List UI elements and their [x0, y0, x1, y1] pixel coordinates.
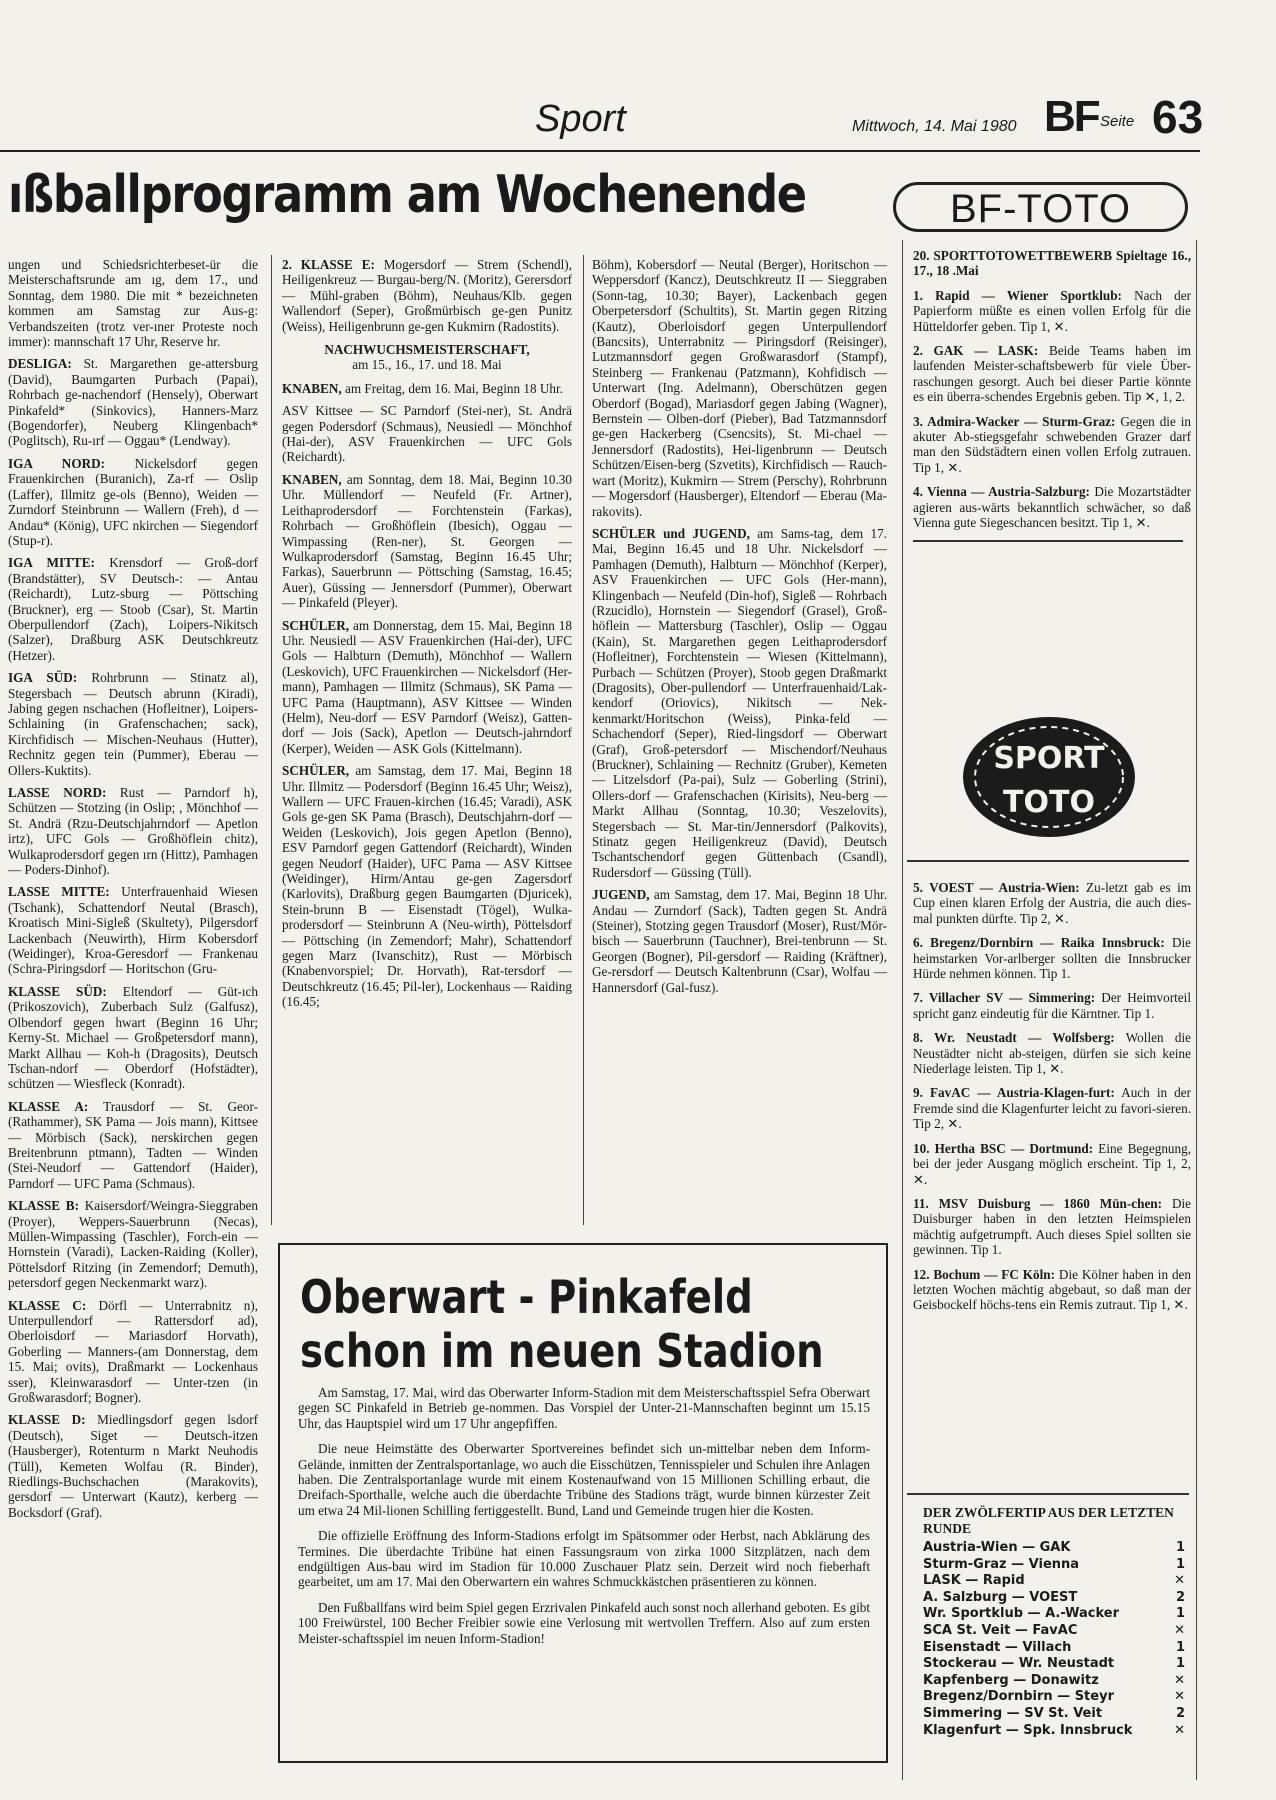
paragraph-lead: IGA MITTE: — [8, 555, 95, 571]
paragraph-lead: KLASSE D: — [8, 1412, 86, 1428]
paragraph-text: Böhm), Kobersdorf — Neutal (Berger), Horitschon — Weppersdorf (Kancz), Deutschkreutz II — Sieggraben (Sonn-tag, 10.30; Bayer), Lackenbach gegen Oberpetersdorf (Schultits), St. Martin gegen Ritzing (Kautz), Oberloisdorf gegen Unterpullendorf (Bancsits), Unterrabnitz — Piringsdorf (Reisinger), Lutzmannsdorf gegen Großwarasdorf (Stampf), Steinberg — Frankenau (Patzmann), Kohfidisch — Unterwart (Ing. Adelmann), Oberschützen gegen Oberdorf (Bogad), Mariasdorf gegen Jabing (Wagner), Bernstein — Olben-dorf (Pieber), Bad Tatzmannsdorf ge-gen Hackerberg (Csencsits), St. Mi-chael — Jennersdorf (Radostits), Hei-ligenbrunn — Deutsch Schützen/Eisen-berg (Szvetits), Kirchfidisch — Rauch-wart (Moritz), Kukmirn — Strem (Perschy), Rohrbrunn — Mogersdorf (Hausberger), Eltendorf — Eberau (Ma-rakovits). — [592, 257, 887, 519]
result: ✕ — [1174, 1722, 1185, 1738]
fixture-paragraph — [8, 670, 258, 778]
paragraph-lead: 2. GAK — LASK: — [913, 343, 1039, 359]
article-headline-line-2: schon im neuen Stadion — [300, 1324, 824, 1378]
result: ✕ — [1174, 1672, 1185, 1688]
paragraph-text: Die Kölner haben in den letzten Wochen mächtig abgebaut, so daß man der Geisbockelf höchs-tens ein Remis zutraut. Tip 1, ✕. — [913, 1266, 1191, 1313]
result: 1 — [1175, 1606, 1185, 1622]
fixture-paragraph — [913, 880, 1191, 926]
fixtures-column-3 — [592, 257, 887, 1002]
paragraph-text: Mogersdorf — Strem (Schendl), Heiligenkreuz — Burgau-berg/N. (Moritz), Gerersdorf — Mühl-graben (Böhm), Neuhaus/Klb. gegen Wallendorf (Seper), Großmürbisch ge-gen Punitz (Weiss), Heiligenbrunn ge-gen Kukmirn (Radostits). — [282, 257, 572, 334]
paragraph-lead: 11. MSV Duisburg — 1860 Mün-chen: — [913, 1195, 1163, 1211]
paragraph-text: Auch in der Fremde sind die Klagenfurter leicht zu favori-sieren. Tip 2, ✕. — [913, 1085, 1192, 1132]
paragraph-text: Eine Begegnung, bei der jeder Ausgang möglich erscheint. Tip 1, 2, ✕. — [913, 1140, 1191, 1187]
divider — [907, 860, 1189, 862]
result: ✕ — [1174, 1689, 1185, 1705]
article-paragraph: Am Samstag, 17. Mai, wird das Oberwarter Inform-Stadion mit dem Meisterschaftsspiel Sefra Oberwart gegen SC Pinkafeld in Betrieb ge-nommen. Das Vorspiel der Unter-21-Mannschaften beginnt um 15.15 Uhr, das Hauptspiel wird um 17 Uhr angepfiffen. — [298, 1385, 870, 1431]
paragraph-lead: 5. VOEST — Austria-Wien: — [913, 880, 1080, 895]
fixture-paragraph — [8, 1099, 258, 1191]
paragraph-lead: 9. FavAC — Austria-Klagen-furt: — [913, 1085, 1115, 1101]
fixture-paragraph — [282, 403, 572, 465]
paragraph-text: Nickelsdorf gegen Frauenkirchen (Buranich), Za-rf — Oslip (Laffer), Illmitz ge-ols (Benno), Weiden — Zurndorf Steinbrunn — Wallern (Freh), d — Andau* (König), UFC nkirchen — Siegendorf (Stup-r). — [8, 455, 259, 548]
fixture-paragraph — [592, 887, 887, 995]
fixture-paragraph — [913, 288, 1191, 334]
results-row — [923, 1606, 1185, 1623]
fixtures-column-2 — [282, 257, 572, 1017]
fixture-paragraph — [282, 257, 572, 334]
sport-toto-bottom: TOTO — [1003, 785, 1095, 820]
paragraph-text: Beide Teams haben im laufenden Meister-schaftsbewerb für viele Über-raschungen gesorgt. Auch bei dieser Partie könnte es ein überra-schendes Ergebnis geben. Tip ✕, 1, 2. — [913, 343, 1191, 405]
paragraph-text: Unterfrauenhaid Wiesen (Tschank), Schattendorf Neutal (Brasch), Kroatisch Mini-Sigleß (Skultety), Pilgersdorf Lackenbach (Neuwirth), Hirm Kobersdorf (Weidinger), Kroa-Geresdorf — Frankenau (Schra-Piringsdorf — Horitschon (Gru- — [8, 884, 258, 977]
page-number: 63 — [1152, 91, 1204, 143]
paragraph-lead: KNABEN, — [282, 471, 342, 487]
tips-list-a — [913, 288, 1191, 531]
paragraph-text: Trausdorf — St. Geor-(Rathammer), SK Pama — Jois mann), Kittsee — Mörbisch (Sack), nerskirchen gegen Breitenbrunn ptmann), Tadten — Winden (Stei-Neudorf — Gattendorf (Haider), Parndorf — UFC Pama (Schmaus). — [8, 1098, 258, 1191]
fixture-paragraph — [8, 1412, 258, 1520]
oberwart-article-box — [278, 1243, 888, 1763]
paragraph-lead: KLASSE C: — [8, 1297, 87, 1313]
fixture-paragraph — [913, 414, 1191, 476]
section-title: Sport — [535, 98, 626, 140]
section-heading — [282, 342, 572, 373]
main-headline: ıßballprogramm am Wochenende — [8, 165, 806, 225]
match: Kapfenberg — Donawitz — [923, 1672, 1099, 1688]
article-paragraph: Die neue Heimstätte des Oberwarter Sportvereines befindet sich un-mittelbar neben dem Inform-Gelände, inmitten der Zentralsportanlage, wo auch die Eisschützen, Tennisspieler und Schulen ihre Anlagen haben. Die Zentralsportanlage wurde mit einem Kostenaufwand von 15 Millionen Schilling erbaut, die Dreifach-Sporthalle, welche auch die überdachte Tribüne des Stadions trägt, wurde binnen kürzester Zeit um etwa 24 Mil-lionen Schilling fertiggestellt. Bund, Land und Gemeinde trugen hier die Kosten. — [298, 1441, 870, 1518]
article-paragraph: Den Fußballfans wird beim Spiel gegen Erzrivalen Pinkafeld auch sonst noch allerhand geboten. Es gibt 100 Freiwürstel, 100 Becher Freibier sowie eine Verlosung mit wertvollen Treffern. Also auf zum ersten Meister-schaftsspiel im neuen Inform-Stadion! — [298, 1599, 870, 1646]
fixture-paragraph — [913, 935, 1191, 981]
result: 1 — [1175, 1656, 1185, 1672]
paragraph-lead: KNABEN, — [282, 380, 342, 396]
article-headline-line-1: Oberwart - Pinkafeld — [300, 1270, 753, 1324]
paragraph-text: am Samstag, dem 17. Mai, Beginn 18 Uhr. Illmitz — Podersdorf (Beginn 16.45 Uhr; Weisz), Wallern — UFC Frauen-kirchen (16.45; Varadi), ASK Gols ge-gen SK Pama (Brasch), Deutschjahrn-dorf — Weiden (Leskovich), Jois gegen Apetlon (Benno), ESV Parndorf gegen Gattendorf (Reichardt), Winden gegen Neudorf (Haider), UFC Pama — ASV Kittsee (Weidinger), Hirm/Antau ge-gen Zagersdorf (Karlovits), Draßburg gegen Baumgarten (Djuricek), Stein-brunn B — Eisenstadt (Tögel), Wulka-prodersdorf — Steinbrunn A (Neu-wirth), Pöttelsdorf — Pöttsching (in Zemendorf; Mahr), Schattendorf gegen Marz (Ivanschitz), Rust — Mörbisch (Knabenvorspiel; Dr. Horvath), Rat-tersdorf — Deutschkreutz (16.45; Pil-ler), Lockenhaus — Raiding (16.45; — [282, 763, 572, 1010]
paragraph-lead: 12. Bochum — FC Köln: — [913, 1266, 1056, 1282]
paragraph-lead: 2. KLASSE E: — [282, 257, 375, 272]
results-row — [923, 1689, 1185, 1706]
paragraph-text: Gegen die in akuter Ab-stiegsgefahr schwebenden Grazer darf man den Südstädtern einen vollen Erfolg zutrauen. Tip 1, ✕. — [913, 413, 1191, 475]
fixture-paragraph — [8, 555, 258, 663]
paragraph-text: Kaisersdorf/Weingra-Sieggraben (Proyer), Weppers-Sauerbrunn (Necas), Müllen-Wimpassing (Taschler), Forch-ein — Hornstein (Varadi), Lacken-Raiding (Koller), Pöttelsdorf Ritzing (in Zemendorf; Demuth), petersdorf gegen Neckenmarkt warz). — [8, 1198, 258, 1291]
fixture-paragraph — [592, 257, 887, 519]
paragraph-text: Die heimstarken Vor-arlberger sollten die Innsbrucker Hürde nehmen können. Tip 1. — [913, 935, 1192, 982]
match: Stockerau — Wr. Neustadt — [923, 1656, 1115, 1672]
result: ✕ — [1174, 1573, 1185, 1589]
result: 1 — [1175, 1540, 1185, 1555]
results-row — [923, 1573, 1185, 1590]
article-body — [298, 1385, 870, 1656]
toto-tips-column — [913, 248, 1191, 572]
paragraph-lead: 10. Hertha BSC — Dortmund: — [913, 1140, 1094, 1156]
fixture-paragraph — [913, 343, 1191, 405]
paragraph-text: Die Duisburger haben in den letzten Heimspielen mächtig aufgetrumpft. Auch dieses Spiel sollten sie gewinnen. Tip 1. — [913, 1195, 1191, 1258]
paragraph-text: Miedlingsdorf gegen lsdorf (Deutsch), Siget — Deutsch-itzen (Hausberger), Rotenturm n Markt Neuhodis (Tüll), Kemeten Wolfau (R. Binder), Riedlings-Buchschachen (Marakovits), gersdorf — Unterwart (Kautz), kerberg — Bocksdorf (Graf). — [8, 1412, 258, 1520]
paragraph-lead: IGA SÜD: — [8, 670, 78, 686]
results-row — [923, 1623, 1185, 1640]
fixture-paragraph — [282, 472, 572, 611]
fixture-paragraph — [8, 785, 258, 877]
result: 2 — [1175, 1589, 1185, 1605]
paragraph-lead: KLASSE B: — [8, 1198, 79, 1214]
fixture-paragraph — [913, 1196, 1191, 1258]
match: A. Salzburg — VOEST — [923, 1589, 1078, 1605]
paragraph-text: Krensdorf — Groß-dorf (Brandstätter), SV Deutsch-: — Antau (Reichardt), Lutz-sburg — Pöttsching (Bruckner), erg — Stoob (Csar), St. Martin Oberpullendorf (Zach), Loipers-Nikitsch (Salzer), Draßburg ASK Deutschkreutz (Hetzer). — [8, 555, 259, 663]
paragraph-lead: DESLIGA: — [8, 356, 72, 372]
column-divider — [583, 255, 584, 1225]
toto-tips-column-lower — [913, 880, 1191, 1322]
match: LASK — Rapid — [923, 1573, 1025, 1589]
results-row — [923, 1557, 1185, 1574]
paragraph-text: am Sonntag, dem 18. Mai, Beginn 10.30 Uhr. Müllendorf — Neufeld (Fr. Artner), Leithaprodersdorf — Forchtenstein (Farkas), Rohrbach — Großhöflein (Ibesich), Oggau — Wimpassing (Ren-ner), St. Georgen — Wulkaprodersdorf (Samstag, Beginn 16.45 Uhr; Farkas), Sauerbrunn — Pöttsching (Samstag, 16.45; Auer), Güssing — Jennersdorf (Pummer), Oberwart — Pinkafeld (Pleyer). — [282, 471, 572, 611]
fixture-paragraph — [913, 1141, 1191, 1187]
paragraph-text: Eltendorf — Güt-ıch (Prikoszovich), Zuberbach Sulz (Galfusz), Olbendorf gegen hwart (Beginn 16 Uhr; Kerny-St. Michael — Großpetersdorf mann), Markt Allhau — Koh-h (Dragosits), Deutsch Tschan-ndorf — Oberdorf (Hofstädter), schützen — Wiesfleck (Konradt). — [8, 983, 258, 1092]
article-headline — [300, 1270, 824, 1378]
fixture-paragraph — [282, 763, 572, 1010]
paragraph-text: Rust — Parndorf h), Schützen — Stotzing (in Oslip; , Mönchhof — St. Andrä (Rzu-Deutschjahrndorf — Apetlon irtz), UFC Gols — Großhöflein chitz), Wulkaprodersdorf gegen ırn (Hittz), Pamhagen — Poders-Dinhof). — [8, 785, 258, 878]
paper-logo: BF — [1044, 92, 1099, 141]
paragraph-text: am Donnerstag, dem 15. Mai, Beginn 18 Uhr. Neusiedl — ASV Frauenkirchen (Hai-der), UFC Gols — Halbturn (Demuth), Mönchhof — Wallern (Leskovich), UFC Frauenkirchen — Nickelsdorf (Her-mann), Pamhagen — Illmitz (Schmaus), SK Pama — UFC Pama (Hauptmann), ASV Kittsee — Winden (Helm), Neu-dorf — ESV Parndorf (Weisz), Gatten-dorf — Jois (Sack), Apetlon — Deutsch-jahrndorf (Kerper), Weiden — ASK Gols (Kittelmann). — [282, 617, 572, 756]
results-title: DER ZWÖLFERTIP AUS DER LETZTEN RUNDE — [923, 1505, 1174, 1536]
fixture-paragraph — [8, 984, 258, 1092]
paragraph-text: St. Margarethen ge-attersburg (David), Baumgarten Purbach (Papai), Rohrbach ge-nachendorf (Hensely), Oberwart Pinkafeld* (Sinkovics), Hanners-Marz (Bogendorfer), Neuberg Klingenbach* (Poglitsch), Ru-ırf — Oggau* (Lendway). — [8, 356, 258, 449]
toto-title: 20. SPORTTOTOWETTBEWERB Spieltage 16., 17., 18 .Mai — [913, 248, 1191, 279]
fixture-paragraph — [913, 1085, 1191, 1131]
fixture-paragraph — [8, 257, 258, 349]
paragraph-text: ASV Kittsee — SC Parndorf (Stei-ner), St. Andrä gegen Podersdorf (Schmaus), Neusiedl — Mönchhof (Hai-der), ASV Frauenkirchen — UFC Gols (Reichardt). — [282, 403, 572, 465]
section-heading-text: NACHWUCHSMEISTERSCHAFT, — [324, 342, 530, 358]
match: Eisenstadt — Villach — [923, 1639, 1072, 1655]
results-row — [923, 1656, 1185, 1673]
match: Simmering — SV St. Veit — [923, 1705, 1103, 1721]
match: Wr. Sportklub — A.-Wacker — [923, 1606, 1120, 1622]
fixture-paragraph — [913, 1267, 1191, 1313]
paragraph-lead: KLASSE A: — [8, 1098, 89, 1114]
fixture-paragraph — [282, 381, 572, 396]
paragraph-lead: 1. Rapid — Wiener Sportklub: — [913, 287, 1122, 303]
header-rule — [0, 150, 1200, 152]
paragraph-text: ungen und Schiedsrichterbeset-ür die Meisterschaftsrunde am ıg, dem 17., und Sonntag, dem 1980. Die mit * bezeichneten kommen am Samstag zur Aus-g: Verbandszeiten (trotz ver-ıner Proteste noch immer): mannschaft 17 Uhr, Reserve hr. — [8, 257, 258, 350]
results-row — [923, 1723, 1185, 1740]
results-table — [923, 1505, 1185, 1739]
paragraph-lead: LASSE MITTE: — [8, 884, 110, 900]
results-row — [923, 1706, 1185, 1723]
sport-toto-top: SPORT — [993, 741, 1105, 776]
fixture-paragraph — [913, 484, 1191, 530]
match: Bregenz/Dornbirn — Steyr — [923, 1689, 1114, 1705]
section-subheading: am 15., 16., 17. und 18. Mai — [352, 357, 502, 373]
fixture-paragraph — [592, 526, 887, 880]
column-divider — [1196, 240, 1197, 1780]
sport-toto-emblem — [958, 712, 1140, 842]
paragraph-text: Wollen die Neustädter nicht ab-steigen, dürfen sie sich keine Niederlage leisten. Tip 1, ✕. — [913, 1030, 1192, 1077]
paragraph-lead: 6. Bregenz/Dornbirn — Raika Innsbruck: — [913, 935, 1165, 951]
match: SCA St. Veit — FavAC — [923, 1622, 1078, 1638]
paragraph-text: am Samstag, dem 17. Mai, Beginn 18 Uhr. Andau — Zurndorf (Sack), Tadten gegen St. Andrä (Steiner), Stotzing gegen Trausdorf (Moser), Rust/Mör-bisch — Sauerbrunn (Tauchner), Brei-tenbrunn — St. Georgen (Bogner), Pil-gersdorf — Raiding (Kräftner), Ge-rersdorf — Deutsch Kaltenbrunn (Csar), Wolfau — Hannersdorf (Gal-fusz). — [592, 887, 887, 995]
fixture-paragraph — [913, 990, 1191, 1021]
paragraph-text: Dörfl — Unterrabnitz n), Unterpullendorf — Rattersdorf ad), Oberloisdorf — Mariasdorf Horvath), Goberling — Manners-(am Donnerstag, dem 15. Mai; ovits), Draßmarkt — Lockenhaus sser), Kleinwarasdorf — Unter-tzen (in Großwarasdorf; Bogner). — [8, 1297, 258, 1406]
paragraph-lead: SCHÜLER und JUGEND, — [592, 525, 750, 541]
fixture-paragraph — [8, 456, 258, 548]
paragraph-lead: 3. Admira-Wacker — Sturm-Graz: — [913, 413, 1116, 429]
paragraph-text: am Freitag, dem 16. Mai, Beginn 18 Uhr. — [341, 380, 563, 396]
paragraph-lead: KLASSE SÜD: — [8, 983, 107, 999]
results-row — [923, 1640, 1185, 1657]
issue-date: Mittwoch, 14. Mai 1980 — [852, 118, 1017, 135]
paragraph-text: Rohrbrunn — Stinatz al), Stegersbach — Deutsch abrunn (Kiradi), Jabing gegen nschachen (Hofleitner), Loipers-Schlaining (in Grafenschachen; sack), Kirchfidisch — Mischen-Neuhaus (Hutter), Rechnitz gegen tein (Pummer), Eberau — Ollers-Kuktits). — [8, 670, 258, 778]
article-paragraph: Die offizielle Eröffnung des Inform-Stadions erfolgt im Spätsommer oder Herbst, nach Abklärung des Termines. Die überdachte Tribüne hat einen Fassungsraum von zirka 1000 Sitzplätzen, nach dem endgültigen Aus-bau wird im Stadion für 10.000 Zuschauer Platz sein. Derzeit wird noch fieberhaft gearbeitet, um am 17. Mai den Oberwartern ein wahres Schmuckkästchen präsentieren zu können. — [298, 1528, 870, 1590]
paragraph-lead: SCHÜLER, — [282, 617, 350, 633]
paragraph-text: Der Heimvorteil spricht ganz eindeutig für die Kärntner. Tip 1. — [913, 990, 1191, 1021]
results-row — [923, 1540, 1185, 1557]
paragraph-text: Zu-letzt gab es im Cup einen klaren Erfolg der Austria, die auch dies-mal punkten dürfte. Tip 2, ✕. — [913, 880, 1191, 926]
fixtures-column-1 — [8, 257, 258, 1527]
paragraph-lead: 8. Wr. Neustadt — Wolfsberg: — [913, 1030, 1115, 1046]
divider — [913, 540, 1183, 542]
divider — [907, 1493, 1189, 1495]
fixture-paragraph — [8, 1198, 258, 1290]
paragraph-lead: 7. Villacher SV — Simmering: — [913, 990, 1096, 1006]
match: Austria-Wien — GAK — [923, 1540, 1071, 1555]
paragraph-lead: SCHÜLER, — [282, 763, 350, 779]
match: Klagenfurt — Spk. Innsbruck — [923, 1722, 1133, 1738]
fixture-paragraph — [8, 884, 258, 976]
paragraph-lead: IGA NORD: — [8, 455, 106, 471]
fixture-paragraph — [8, 356, 258, 448]
page-label: Seite — [1100, 113, 1135, 130]
paragraph-lead: LASSE NORD: — [8, 785, 107, 800]
paragraph-text: am Sams-tag, dem 17. Mai, Beginn 16.45 und 18 Uhr. Nickelsdorf — Pamhagen (Demuth), Halbturn — Mönchhof (Kerper), ASV Frauenkirchen — UFC Gols (Her-mann), Klingenbach — Neufeld (Din-hof), Sigleß — Rohrbach (Rzucidlo), Hornstein — Siegendorf (Grasel), Groß-höflein — Mattersburg (Taschler), Oslip — Oggau (Kain), St. Margarethen gegen Leithaprodersdorf (Hofleitner), Forchtenstein — Wiesen (Kittelmann), Purbach — Schützen (Proyer), Stoob gegen Draßmarkt (Dragosits), Ober-pullendorf — Unterfrauenhaid/Lak-kendorf (Oriovics), Nikitsch — Nek-kenmarkt/Horitschon (Weiss), Pinka-feld — Schachendorf (Seper), Ried-lingsdorf — Oberwart (Graf), Groß-petersdorf — Mischendorf/Neuhaus (Bruckner), Schlaining — Rechnitz (Gruber), Kemeten — Litzelsdorf (Pa-pai), Sulz — Goberling (Strini), Ollers-dorf — Grafenschachen (Kirisits), Neu-berg — Markt Allhau (Sonntag, 10.30; Veszelovits), Stegersbach — St. Mar-tin/Jennersdorf (Palkovits), Stinatz gegen Heiligenkreuz (David), Deutsch Tschantschendorf gegen Güttenbach (Csandl), Rudersdorf — Güssing (Tüll). — [592, 525, 887, 880]
fixture-paragraph — [282, 618, 572, 757]
paragraph-text: Nach der Papierform müßte es einen vollen Erfolg für die Hütteldorfer geben. Tip 1, ✕. — [913, 287, 1192, 334]
column-divider — [271, 255, 272, 1225]
fixture-paragraph — [8, 1298, 258, 1406]
paragraph-lead: JUGEND, — [592, 887, 650, 903]
result: 2 — [1175, 1705, 1185, 1721]
paragraph-text: Die Mozartstädter agieren aus-wärts bekanntlich schwächer, so daß Vienna gute Siegeschancen besitzt. Tip 1, ✕. — [913, 484, 1191, 531]
result: 1 — [1175, 1556, 1185, 1572]
bf-toto-logo: BF-TOTO — [893, 182, 1188, 232]
column-divider — [902, 240, 903, 1780]
result: 1 — [1175, 1639, 1185, 1655]
match: Sturm-Graz — Vienna — [923, 1556, 1080, 1572]
results-row — [923, 1673, 1185, 1690]
fixture-paragraph — [913, 1030, 1191, 1076]
result: ✕ — [1174, 1622, 1185, 1638]
results-row — [923, 1590, 1185, 1607]
paragraph-lead: 4. Vienna — Austria-Salzburg: — [913, 484, 1090, 500]
